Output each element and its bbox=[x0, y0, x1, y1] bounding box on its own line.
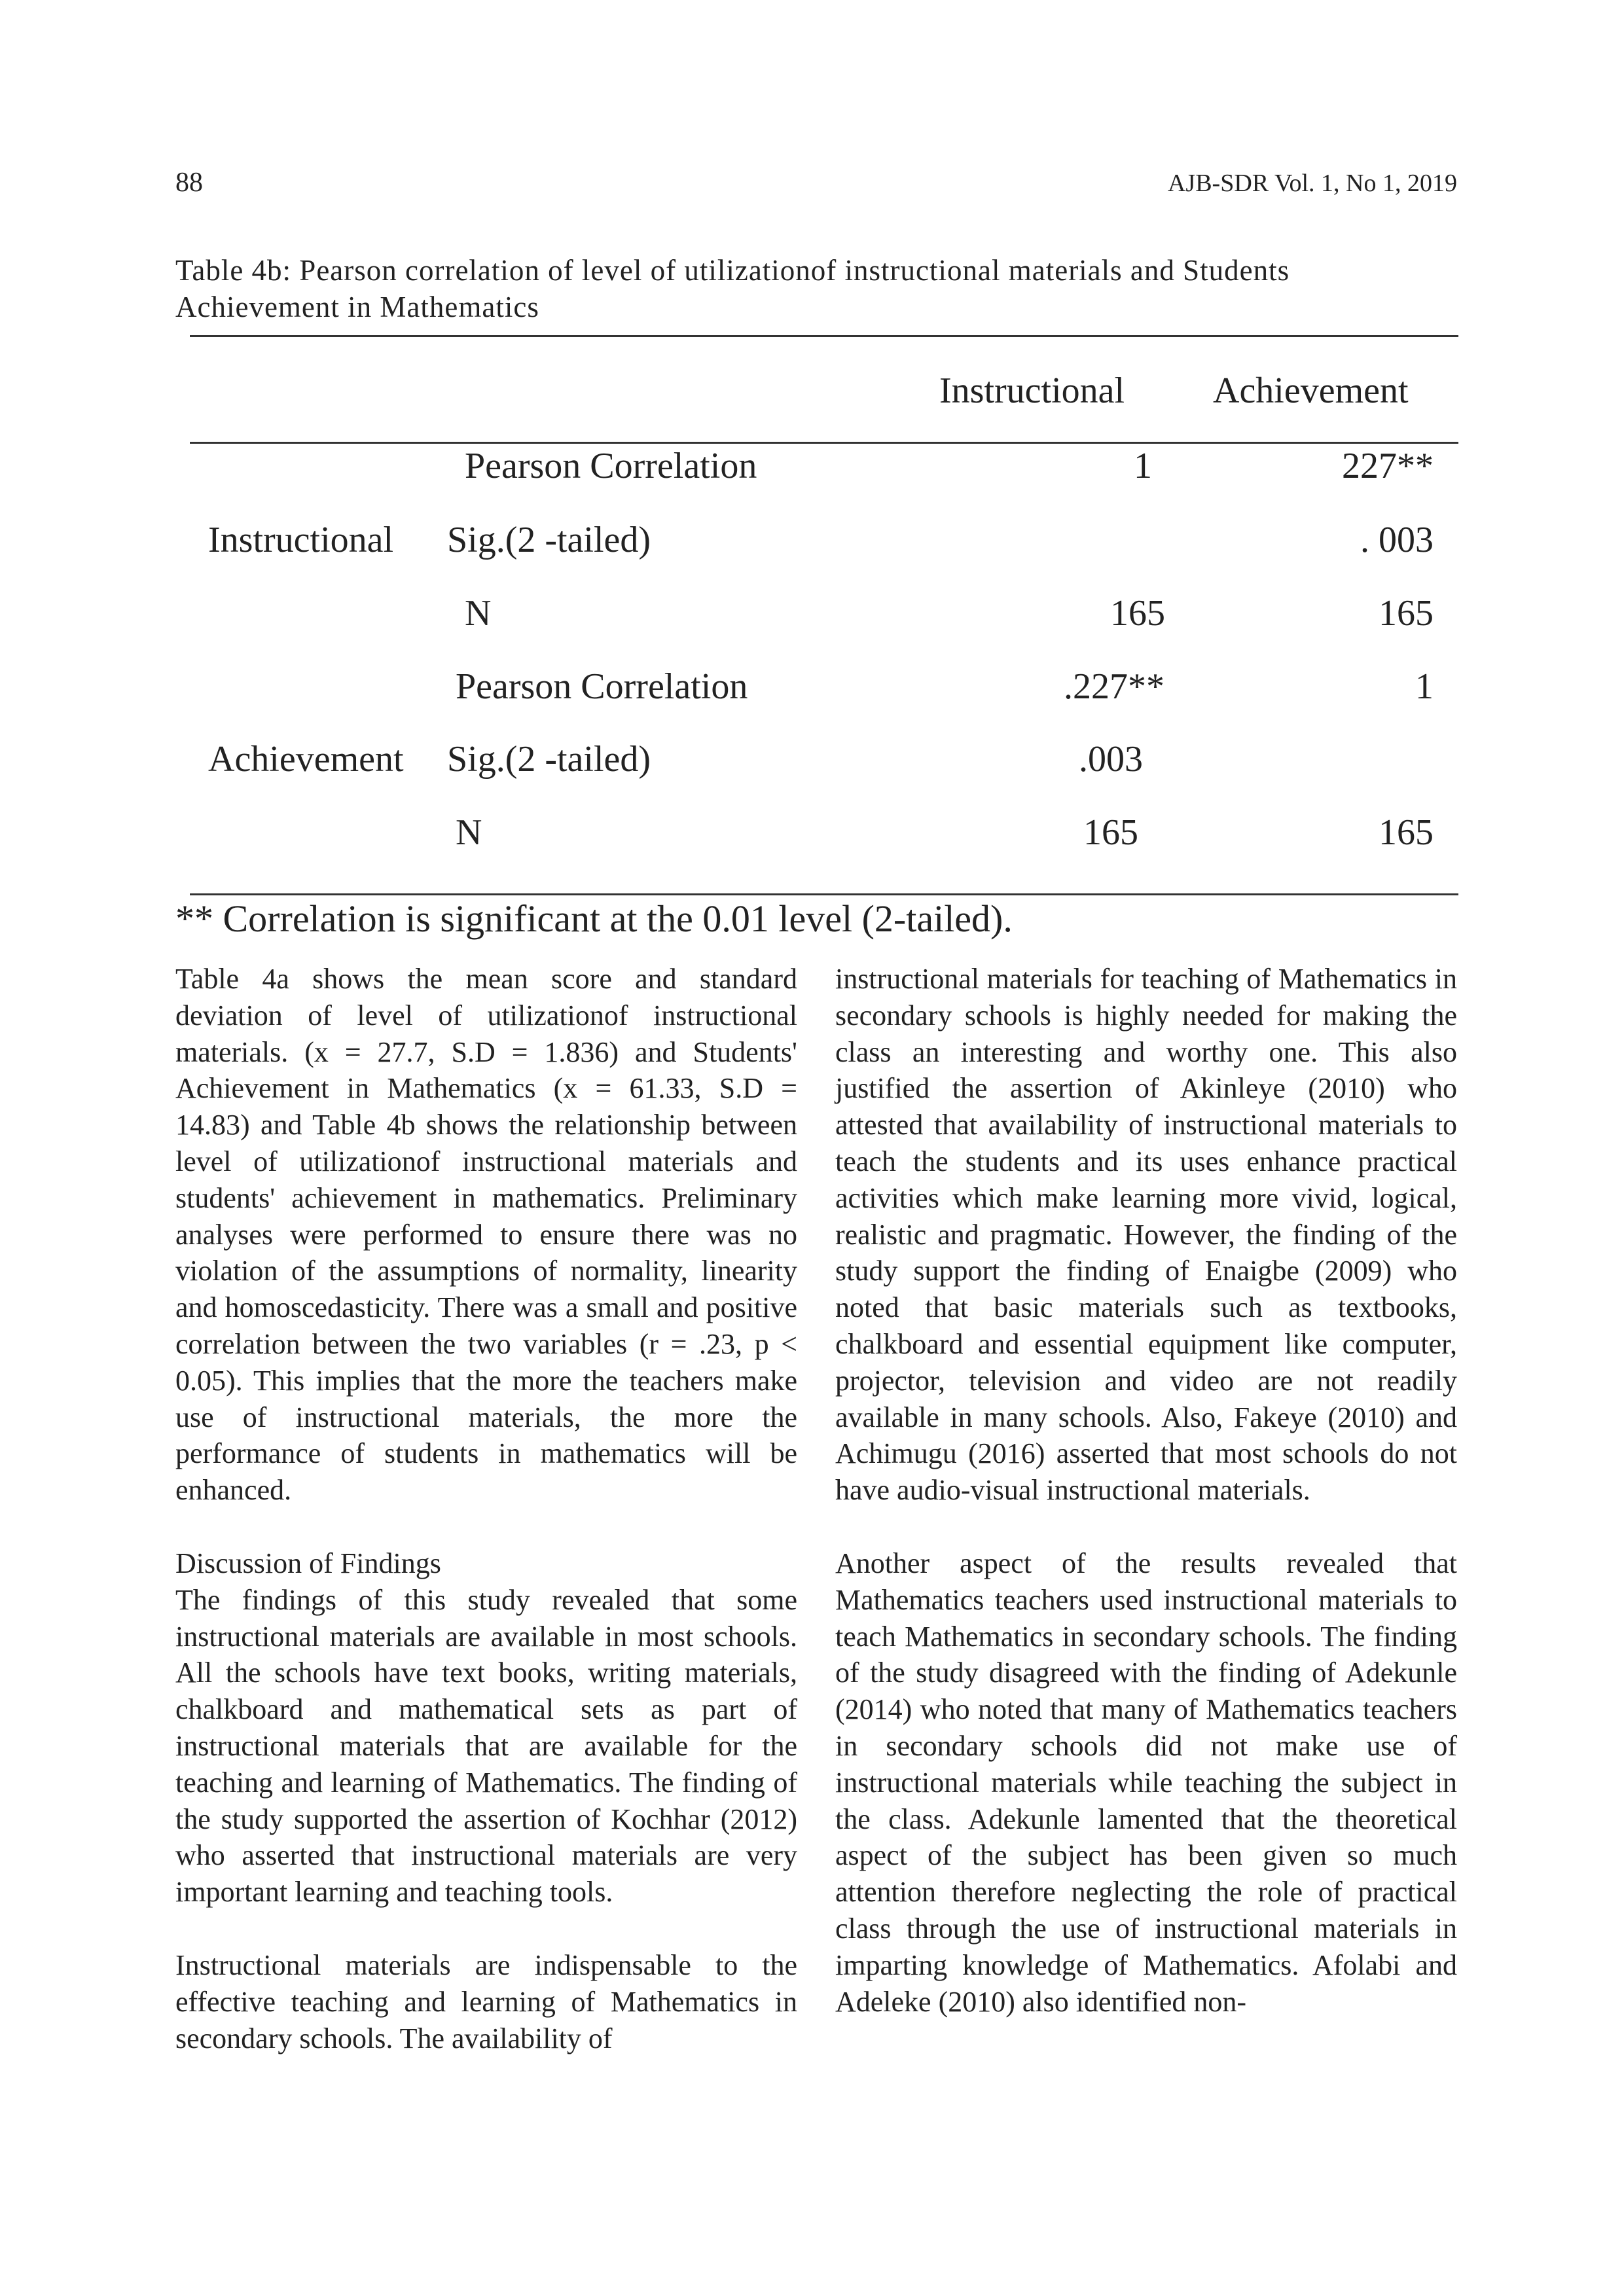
left-column bbox=[175, 961, 797, 2056]
section-heading: Discussion of Findings bbox=[175, 1547, 441, 1579]
table-footnote: ** Correlation is significant at the 0.01 level (2-tailed). bbox=[175, 897, 1013, 940]
table-cell: 165 bbox=[1379, 812, 1434, 853]
col-header-achievement: Achievement bbox=[1213, 370, 1409, 411]
col-header-instructional: Instructional bbox=[939, 370, 1125, 411]
table-caption-line-1: Table 4b: Pearson correlation of level of utilizationof instructional materials and Students bbox=[175, 254, 1290, 287]
table-cell: .003 bbox=[1079, 739, 1143, 780]
table-cell: . 003 bbox=[1360, 520, 1434, 560]
stat-label: N bbox=[465, 593, 492, 634]
table-cell: 165 bbox=[1110, 593, 1165, 634]
row-label-achievement: Achievement bbox=[208, 739, 404, 780]
table-caption bbox=[175, 252, 1458, 325]
right-column bbox=[835, 961, 1457, 2020]
paragraph: instructional materials for teaching of Mathematics in secondary schools is highly needed for making the class an interesting and worthy one. This also justified the assertion of Akinleye (2010) who attested that availability of instructional materials to teach the students and its uses enhance practical activities which make learning more vivid, logical, realistic and pragmatic. However, the finding of the study support the finding of Enaigbe (2009) who noted that basic materials such as textbooks, chalkboard and essential equipment like computer, projector, television and video are not readily available in many schools. Also, Fakeye (2010) and Achimugu (2016) asserted that most schools do not have audio-visual instructional materials. bbox=[835, 963, 1457, 1507]
table-bottom-rule bbox=[190, 893, 1458, 895]
table-cell: 165 bbox=[1379, 593, 1434, 634]
row-label-instructional: Instructional bbox=[208, 520, 394, 560]
table-cell: 1 bbox=[1415, 666, 1434, 707]
table-top-rule bbox=[190, 335, 1458, 337]
stat-label: Pearson Correlation bbox=[465, 446, 757, 486]
stat-label: Sig.(2 -tailed) bbox=[447, 739, 651, 780]
journal-header: AJB-SDR Vol. 1, No 1, 2019 bbox=[1167, 170, 1457, 197]
table-cell: .227** bbox=[1064, 666, 1164, 707]
stat-label: Sig.(2 -tailed) bbox=[447, 520, 651, 560]
stat-label: N bbox=[456, 812, 482, 853]
stat-label: Pearson Correlation bbox=[456, 666, 748, 707]
paragraph: Table 4a shows the mean score and standard deviation of level of utilizationof instructional materials. (x = 27.7, S.D = 1.836) and Students' Achievement in Mathematics (x = 61.33, S.D = 14.83) and Table 4b shows the relationship between level of utilizationof instructional materials and students' achievement in mathematics. Preliminary analyses were performed to ensure there was no violation of the assumptions of normality, linearity and homoscedasticity. There was a small and positive correlation between the two variables (r = .23, p < 0.05). This implies that the more the teachers make use of instructional materials, the more the performance of students in mathematics will be enhanced. bbox=[175, 963, 797, 1507]
paragraph: Another aspect of the results revealed that Mathematics teachers used instructional materials to teach Mathematics in secondary schools. The finding of the study disagreed with the finding of Adekunle (2014) who noted that many of Mathematics teachers in secondary schools did not make use of instructional materials while teaching the subject in the class. Adekunle lamented that the theoretical aspect of the subject has been given so much attention therefore neglecting the role of practical class through the use of instructional materials in imparting knowledge of Mathematics. Afolabi and Adeleke (2010) also identified non- bbox=[835, 1547, 1457, 2018]
paragraph: Instructional materials are indispensable to the effective teaching and learning of Mathematics in secondary schools. The availability of bbox=[175, 1948, 797, 2054]
table-cell: 227** bbox=[1342, 446, 1434, 486]
table-cell: 1 bbox=[1134, 446, 1152, 486]
table-cell: 165 bbox=[1083, 812, 1138, 853]
table-header-rule bbox=[190, 442, 1458, 444]
paragraph: The findings of this study revealed that some instructional materials are available in most schools. All the schools have text books, writing materials, chalkboard and mathematical sets as part of instructional materials that are available for the teaching and learning of Mathematics. The finding of the study supported the assertion of Kochhar (2012) who asserted that instructional materials are very important learning and teaching tools. bbox=[175, 1583, 797, 1909]
page-number: 88 bbox=[175, 168, 203, 198]
table-caption-line-2: Achievement in Mathematics bbox=[175, 291, 539, 323]
